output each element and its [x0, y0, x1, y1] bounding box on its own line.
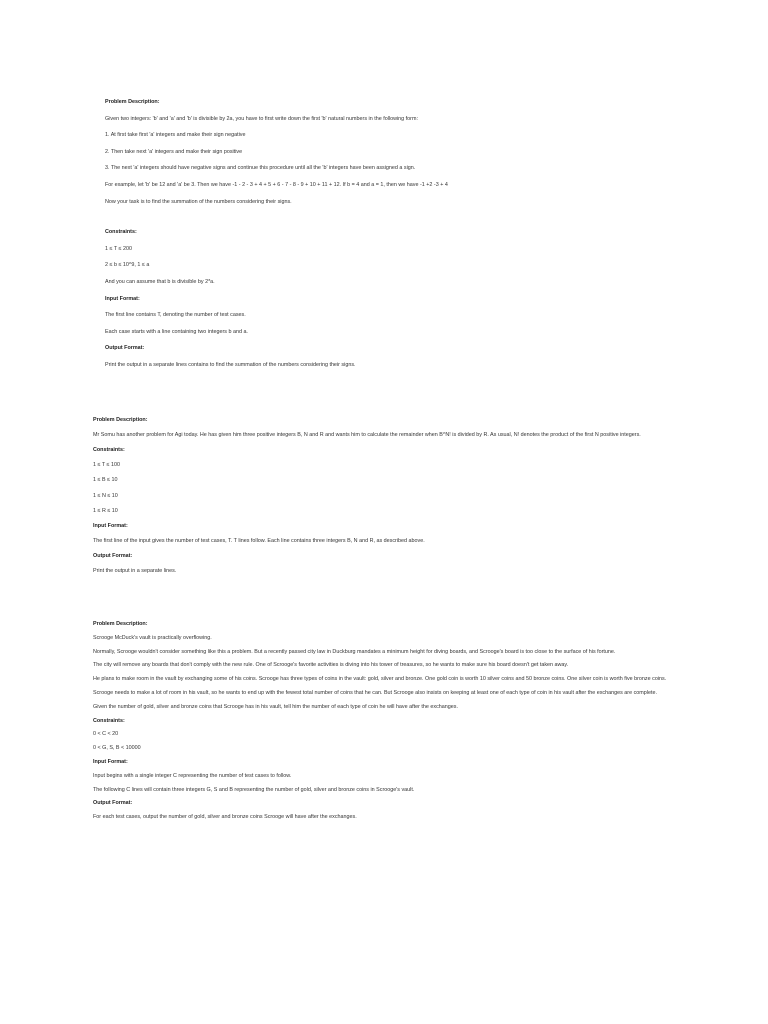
- problem-1-constraint-1: 1 ≤ T ≤ 200: [105, 245, 132, 252]
- problem-3-output-heading: Output Format:: [93, 800, 133, 807]
- problem-1-constraint-2: 2 ≤ b ≤ 10^9, 1 ≤ a: [105, 262, 150, 269]
- problem-1-step-3: 3. The next 'a' integers should have negative signs and continue this procedure until all the 'b' integers have been assigned a sign.: [105, 165, 416, 172]
- problem-1-output-heading: Output Format:: [105, 345, 145, 352]
- problem-2-constraint-1: 1 ≤ T ≤ 100: [93, 462, 120, 469]
- problem-3-paragraph-4: He plans to make room in the vault by exchanging some of his coins. Scrooge has three types of coins in the vault: gold, silver and bronze. One gold coin is worth 10 silver coins and 50 bronze coins. One silver coin is worth five bronze coins.: [93, 676, 667, 683]
- problem-1-section: [105, 98, 695, 378]
- problem-3-constraint-2: 0 < G, S, B < 10000: [93, 745, 141, 752]
- problem-2-constraint-4: 1 ≤ R ≤ 10: [93, 507, 118, 514]
- problem-1-step-1: 1. At first take first 'a' integers and make their sign negative: [105, 132, 246, 139]
- problem-3-constraints-heading: Constraints:: [93, 717, 125, 724]
- problem-1-output-1: Print the output in a separate lines contains to find the summation of the numbers considering their signs.: [105, 361, 356, 368]
- problem-2-input-heading: Input Format:: [93, 522, 128, 529]
- problem-3-heading: Problem Description:: [93, 621, 148, 627]
- problem-2-constraint-2: 1 ≤ B ≤ 10: [93, 477, 118, 484]
- problem-1-intro: Given two integers: 'b' and 'a' and 'b' is divisible by 2a, you have to first write down the first 'b' natural numbers in the following form:: [105, 115, 418, 122]
- problem-2-output-heading: Output Format:: [93, 553, 133, 560]
- problem-1-input-1: The first line contains T, denoting the number of test cases.: [105, 312, 246, 319]
- problem-2-section: [93, 416, 683, 582]
- problem-1-constraint-3: And you can assume that b is divisible by 2*a.: [105, 278, 215, 285]
- problem-3-input-1: Input begins with a single integer C representing the number of test cases to follow.: [93, 772, 292, 779]
- problem-1-input-2: Each case starts with a line containing two integers b and a.: [105, 328, 248, 335]
- problem-1-example: For example, let 'b' be 12 and 'a' be 3. Then we have -1 - 2 - 3 + 4 + 5 + 6 - 7 - 8 - 9 + 10 + 11 + 12. If b = 4 and a = 1, then we have -1 +2 -3 + 4: [105, 181, 448, 188]
- problem-3-paragraph-6: Given the number of gold, silver and bronze coins that Scrooge has in his vault, tell him the number of each type of coin he will have after the exchanges.: [93, 703, 458, 710]
- problem-2-heading: Problem Description:: [93, 417, 148, 423]
- problem-3-paragraph-5: Scrooge needs to make a lot of room in his vault, so he wants to end up with the fewest total number of coins that he can. But Scrooge also insists on keeping at least one of each type of coin in his vault after the exchanges are complete.: [93, 689, 657, 696]
- spacer: [105, 214, 695, 228]
- problem-3-paragraph-3: The city will remove any boards that don't comply with the new rule. One of Scrooge's favorite activities is diving into his tower of treasures, so he wants to make sure his board doesn't get taken away.: [93, 662, 569, 669]
- problem-2-constraint-3: 1 ≤ N ≤ 10: [93, 492, 118, 499]
- problem-2-constraints-heading: Constraints:: [93, 447, 125, 454]
- problem-1-step-2: 2. Then take next 'a' integers and make their sign positive: [105, 148, 243, 155]
- problem-2-input-1: The first line of the input gives the number of test cases, T. T lines follow. Each line contains three integers B, N and R, as described above.: [93, 537, 425, 544]
- problem-1-constraints-heading: Constraints:: [105, 229, 137, 236]
- problem-3-paragraph-2: Normally, Scrooge wouldn't consider something like this a problem. But a recently passed city law in Duckburg mandates a minimum height for diving boards, and Scrooge's board is too close to the surface of his fortune.: [93, 648, 616, 655]
- problem-1-input-heading: Input Format:: [105, 295, 140, 302]
- problem-3-section: [93, 620, 683, 827]
- problem-3-output-1: For each test cases, output the number of gold, silver and bronze coins Scrooge will have after the exchanges.: [93, 814, 357, 821]
- problem-3-paragraph-1: Scrooge McDuck's vault is practically overflowing.: [93, 634, 212, 641]
- problem-3-input-2: The following C lines will contain three integers G, S and B representing the number of gold, silver and bronze coins in Scrooge's vault.: [93, 786, 415, 793]
- problem-1-heading: Problem Description:: [105, 99, 160, 105]
- problem-2-intro: Mr Somu has another problem for Agi today. He has given him three positive integers B, N and R and wants him to calculate the remainder when B^N! is divided by R. As usual, N! denotes the product of the first N positive integers.: [93, 432, 641, 438]
- problem-3-constraint-1: 0 < C < 20: [93, 731, 119, 738]
- problem-2-output-1: Print the output in a separate lines.: [93, 568, 177, 575]
- problem-3-input-heading: Input Format:: [93, 758, 128, 765]
- problem-1-task: Now your task is to find the summation of the numbers considering their signs.: [105, 198, 292, 205]
